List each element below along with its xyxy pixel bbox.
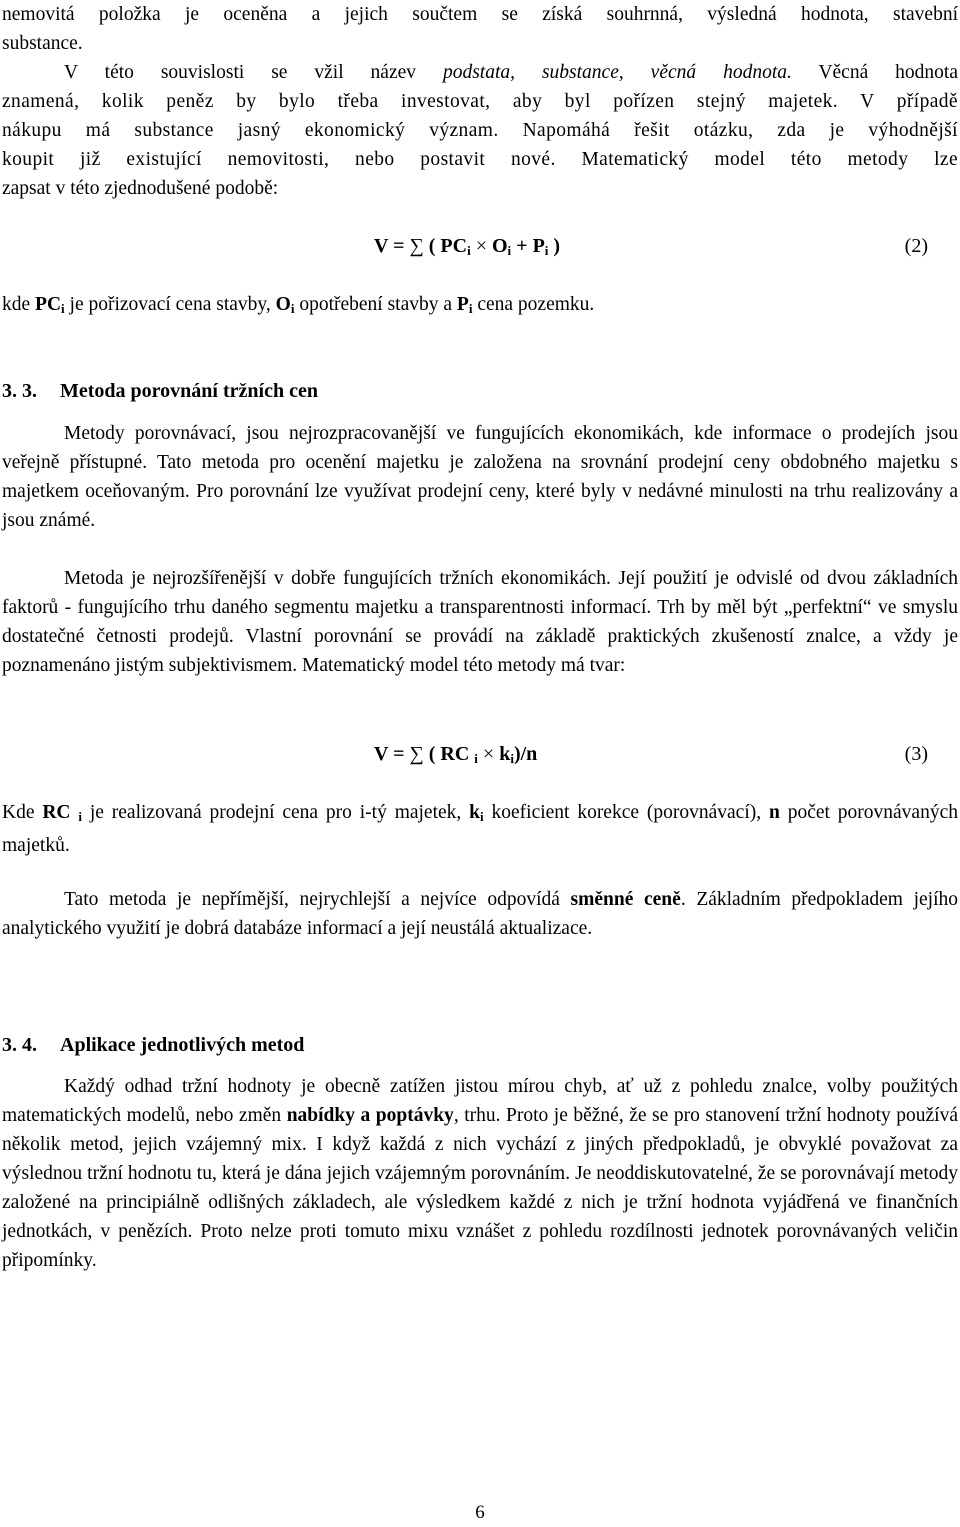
paragraph-text-part: Každý odhad tržní hodnoty je obecně zatížen jistou mírou chyb, ať už z pohledu znalce, volby použitých matematických modelů, nebo změn xyxy=(2,1076,958,1126)
formula-lhs: V = xyxy=(374,743,405,765)
times-symbol: × xyxy=(482,743,495,765)
paragraph-3-3-b xyxy=(2,564,958,680)
formula-2 xyxy=(374,232,560,265)
var-k: k xyxy=(469,802,481,823)
subscript: i xyxy=(290,301,295,316)
legend-text: Kde xyxy=(2,802,43,823)
section-heading-3-4 xyxy=(2,1031,304,1060)
times-symbol: × xyxy=(475,235,487,257)
formula-term: ) xyxy=(553,235,561,257)
subscript: i xyxy=(510,751,514,766)
legend-text: je realizovaná prodejní cena pro i-tý majetek, xyxy=(82,802,470,823)
subscript: i xyxy=(474,751,478,766)
legend-line xyxy=(2,290,958,323)
legend-text: počet porovnávaných majetků. xyxy=(2,802,958,856)
paragraph-text-part: , trhu. Proto je běžné, že se pro stanovení tržní hodnoty používá několik metod, jejich vzájemný mix. I když každá z nich vychází z jiných předpokladů, je obvyklé považovat za výslednou tržní hodnotu tu, která je dána jejich vzájemným porovnáním. Je neoddiskutovatelné, že se porovnávají metody založené na principiálně odlišných základech, ale výsledkem každé z nich je tržní hodnota vyjádřená ve finančních jednotkách, v penězích. Proto nelze proti tomuto mixu vznášet z pohledu rozdílnosti jednotek porovnávaných veličin připomínky. xyxy=(2,1105,958,1271)
intro-paragraph xyxy=(2,0,958,203)
paragraph-text-part: . Základním předpokladem jejího analytického využití je dobrá databáze informací a její neustálá aktualizace. xyxy=(2,889,958,939)
formula-term: k xyxy=(499,743,511,765)
intro-line-2: substance. xyxy=(2,33,83,54)
bold-term: směnné ceně xyxy=(570,889,681,910)
section-heading-3-3 xyxy=(2,377,318,406)
equation-number-3: (3) xyxy=(904,743,928,765)
section-title: Metoda porovnání tržních cen xyxy=(60,380,318,402)
equation-number-2: (2) xyxy=(904,235,928,257)
legend-line xyxy=(2,798,958,860)
intro-line-4: znamená, kolik peněz by bylo třeba investovat, aby byl pořízen stejný majetek. V případě xyxy=(2,91,958,112)
legend-text: je pořizovací cena stavby, xyxy=(64,294,276,315)
subscript: i xyxy=(467,243,471,258)
bold-term: nabídky a poptávky xyxy=(286,1105,454,1126)
intro-italic-terms: podstata, substance, věcná hodnota. xyxy=(442,62,792,83)
var-pc: PC xyxy=(35,294,62,315)
paragraph-text xyxy=(2,885,958,943)
intro-line-6: koupit již existující nemovitosti, nebo postavit nové. Matematický model této metody lze xyxy=(2,149,958,170)
formula-lhs: V = xyxy=(374,235,405,257)
paragraph-3-4 xyxy=(2,1072,958,1275)
sum-symbol: ∑ xyxy=(409,743,424,765)
subscript: i xyxy=(480,809,484,824)
legend-text: koeficient korekce (porovnávací), xyxy=(483,802,769,823)
formula-term: + P xyxy=(516,235,545,257)
formula-term: ( RC xyxy=(428,743,470,765)
legend-text: kde xyxy=(2,294,36,315)
paragraph-text: Metody porovnávací, jsou nejrozpracovanější ve fungujících ekonomikách, kde informace o prodejích jsou veřejně přístupné. Tato metoda pro ocenění majetku je založena na srovnání prodejní ceny obdobného majetku s majetkem oceňovaným. Pro porovnání lze využívat prodejní ceny, které byly v nedávné minulosti na trhu realizovány a jsou známé. xyxy=(2,423,958,531)
subscript: i xyxy=(544,243,549,258)
var-rc: RC xyxy=(42,802,71,823)
subscript: i xyxy=(78,809,82,824)
paragraph-3-3-c xyxy=(2,885,958,943)
section-number: 3. 3. xyxy=(2,380,37,402)
formula-term: ( PC xyxy=(428,235,468,257)
var-n: n xyxy=(768,802,780,823)
formula-3 xyxy=(374,740,537,773)
page-number: 6 xyxy=(475,1502,485,1523)
subscript: i xyxy=(468,301,473,316)
formula-term: O xyxy=(491,235,508,257)
intro-line-1: nemovitá položka je oceněna a jejich součtem se získá souhrnná, výsledná hodnota, stavební xyxy=(2,4,958,25)
legend-text: cena pozemku. xyxy=(472,294,595,315)
intro-text: V této souvislosti se vžil název xyxy=(64,62,443,83)
intro-text: Věcná hodnota xyxy=(791,62,958,83)
intro-line-7: zapsat v této zjednodušené podobě: xyxy=(2,178,279,199)
paragraph-text: Metoda je nejrozšířenější v dobře fungujících tržních ekonomikách. Její použití je odvislé od dvou základních faktorů - fungujícího trhu daného segmentu majetku a transparentnosti informací. Trh by měl být „perfektní“ ve smyslu dostatečné četnosti prodejů. Vlastní porovnání se provádí na základě praktických zkušeností znalce, a vždy je poznamenáno jistým subjektivismem. Matematický model této metody má tvar: xyxy=(2,568,958,676)
paragraph-text-part: Tato metoda je nepřímější, nejrychlejší a nejvíce odpovídá xyxy=(64,889,571,910)
intro-line-5: nákupu má substance jasný ekonomický význam. Napomáhá řešit otázku, zda je výhodnější xyxy=(2,120,958,141)
formula-2-legend xyxy=(2,290,958,323)
section-title: Aplikace jednotlivých metod xyxy=(60,1034,305,1056)
intro-line-3 xyxy=(2,58,958,87)
var-o: O xyxy=(275,294,291,315)
legend-text: opotřebení stavby a xyxy=(294,294,457,315)
paragraph-text xyxy=(2,1072,958,1275)
subscript: i xyxy=(61,301,65,316)
formula-term: )/n xyxy=(513,743,538,765)
sum-symbol: ∑ xyxy=(409,235,424,257)
section-number: 3. 4. xyxy=(2,1034,37,1056)
paragraph-3-3-a xyxy=(2,419,958,535)
var-p: P xyxy=(456,294,469,315)
subscript: i xyxy=(507,243,512,258)
formula-3-legend xyxy=(2,798,958,860)
